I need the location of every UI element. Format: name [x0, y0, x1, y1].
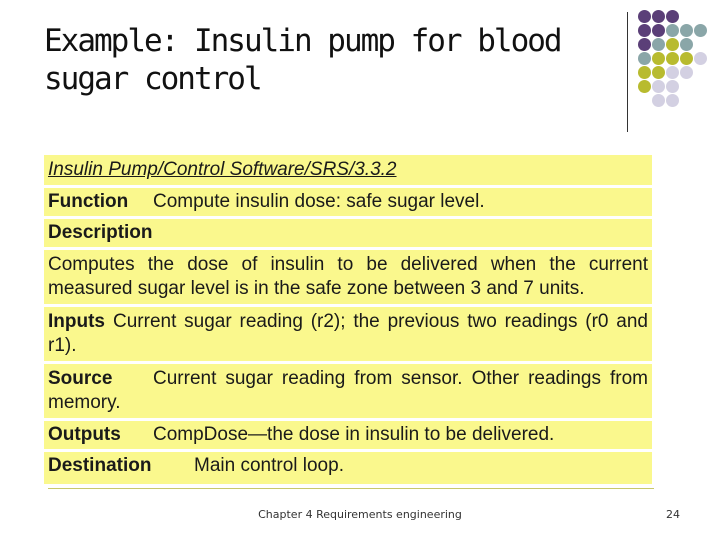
decor-dot [666, 24, 679, 37]
outputs-value: CompDose—the dose in insulin to be delivered. [153, 424, 555, 445]
spec-outputs-row [44, 421, 652, 449]
outputs-label: Outputs [48, 424, 121, 445]
decor-dot [694, 24, 707, 37]
footer-divider [48, 488, 654, 489]
decor-dot [652, 38, 665, 51]
destination-value: Main control loop. [194, 455, 344, 476]
spec-header-row [44, 155, 652, 185]
requirements-spec-table [44, 155, 652, 484]
decor-dot [652, 66, 665, 79]
decor-dot [638, 24, 651, 37]
decor-dot [680, 52, 693, 65]
spec-header: Insulin Pump/Control Software/SRS/3.3.2 [48, 159, 397, 180]
source-label: Source [48, 368, 113, 389]
decor-dot [666, 94, 679, 107]
decor-dot [638, 66, 651, 79]
decor-dot [652, 24, 665, 37]
spec-description-label-row [44, 219, 652, 247]
function-label: Function [48, 191, 129, 212]
description-label: Description [48, 222, 153, 243]
decor-dot [666, 66, 679, 79]
function-value: Compute insulin dose: safe sugar level. [153, 191, 485, 212]
spec-destination-row [44, 452, 652, 484]
spec-source-row [44, 364, 652, 418]
decor-dot [652, 10, 665, 23]
decor-dot [680, 66, 693, 79]
decor-dot [638, 80, 651, 93]
inputs-label: Inputs [48, 311, 105, 332]
title-divider [627, 12, 628, 132]
decor-dot [652, 80, 665, 93]
decor-dot [666, 52, 679, 65]
decor-dot [652, 94, 665, 107]
decor-dot [638, 10, 651, 23]
inputs-value: Current sugar reading (r2); the previous two readings (r0 and r1). [48, 311, 648, 356]
slide-title: Example: Insulin pump for blood sugar control [44, 23, 561, 97]
description-value: Computes the dose of insulin to be delivered when the current measured sugar level is in the safe zone between 3 and 7 units. [48, 254, 648, 299]
spec-inputs-row [44, 307, 652, 361]
spec-function-row [44, 188, 652, 216]
footer-chapter-text: Chapter 4 Requirements engineering [258, 508, 462, 521]
destination-label: Destination [48, 455, 152, 476]
decor-dot [694, 52, 707, 65]
decor-dot [680, 24, 693, 37]
decor-dot [638, 38, 651, 51]
page-number: 24 [666, 508, 680, 521]
decor-dot [666, 38, 679, 51]
decor-dot [652, 52, 665, 65]
decor-dot [638, 52, 651, 65]
decor-dot [666, 10, 679, 23]
decor-dot [680, 38, 693, 51]
decor-dot [666, 80, 679, 93]
spec-description-row [44, 250, 652, 304]
source-value: Current sugar reading from sensor. Other readings from memory. [48, 368, 648, 413]
